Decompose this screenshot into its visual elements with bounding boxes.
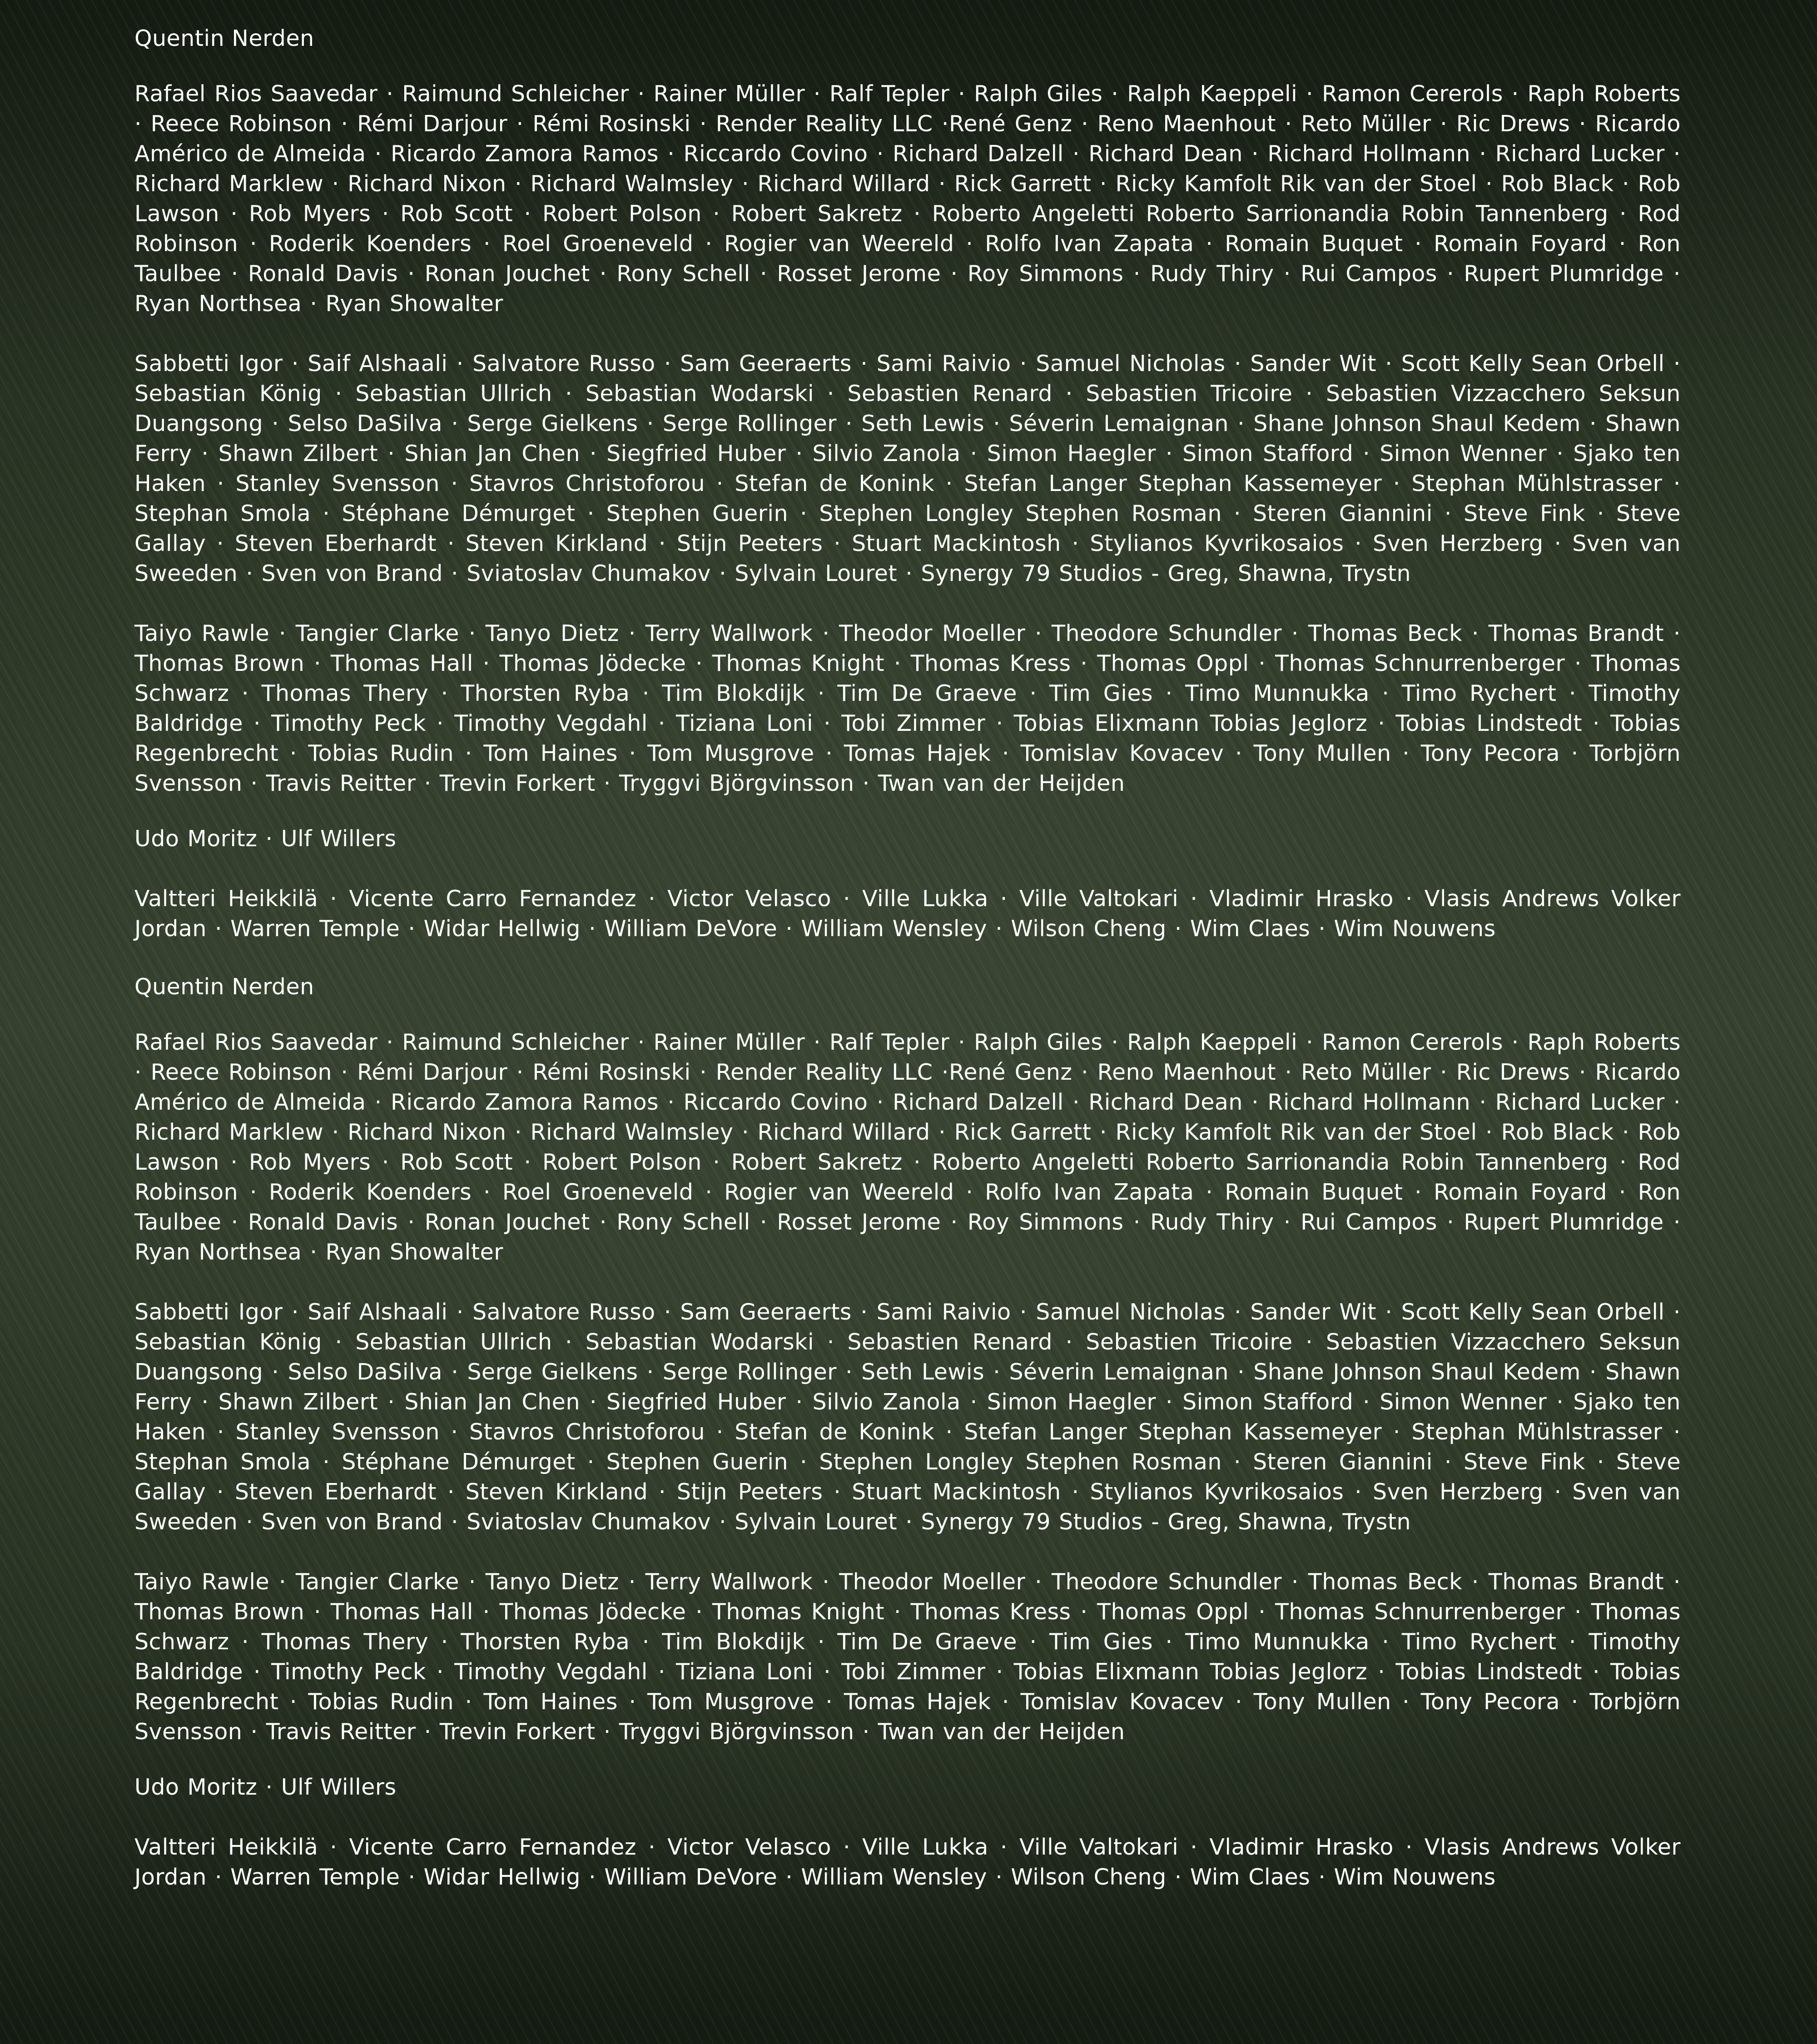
credits-section-s: Sabbetti Igor · Saif Alshaali · Salvatore Russo · Sam Geeraerts · Sami Raivio · Samuel Nicholas · Sander Wit · Scott Kelly Sean Orbell · Sebastian König · Sebastian Ullrich · Sebastian Wodarski · Sebastien Renard · Sebastien Tricoire · Sebastien Vizzacchero Seksun Duangsong · Selso DaSilva · Serge Gielkens · Serge Rollinger · Seth Lewis · Séverin Lemaignan · Shane Johnson Shaul Kedem · Shawn Ferry · Shawn Zilbert · Shian Jan Chen · Siegfried Huber · Silvio Zanola · Simon Haegler · Simon Stafford · Simon Wenner · Sjako ten Haken · Stanley Svensson · Stavros Christoforou · Stefan de Konink · Stefan Langer Stephan Kassemeyer · Stephan Mühlstrasser · Stephan Smola · Stéphane Démurget · Stephen Guerin · Stephen Longley Stephen Rosman · Steren Giannini · Steve Fink · Steve Gallay · Steven Eberhardt · Steven Kirkland · Stijn Peeters · Stuart Mackintosh · Stylianos Kyvrikosaios · Sven Herzberg · Sven van Sweeden · Sven von Brand · Sviatoslav Chumakov · Sylvain Louret · Synergy 79 Studios - Greg, Shawna, Trystn xyxy=(134,351,1681,586)
credits-section-u: Udo Moritz · Ulf Willers xyxy=(134,826,397,852)
credits-section-s: Sabbetti Igor · Saif Alshaali · Salvatore Russo · Sam Geeraerts · Sami Raivio · Samuel Nicholas · Sander Wit · Scott Kelly Sean Orbell · Sebastian König · Sebastian Ullrich · Sebastian Wodarski · Sebastien Renard · Sebastien Tricoire · Sebastien Vizzacchero Seksun Duangsong · Selso DaSilva · Serge Gielkens · Serge Rollinger · Seth Lewis · Séverin Lemaignan · Shane Johnson Shaul Kedem · Shawn Ferry · Shawn Zilbert · Shian Jan Chen · Siegfried Huber · Silvio Zanola · Simon Haegler · Simon Stafford · Simon Wenner · Sjako ten Haken · Stanley Svensson · Stavros Christoforou · Stefan de Konink · Stefan Langer Stephan Kassemeyer · Stephan Mühlstrasser · Stephan Smola · Stéphane Démurget · Stephen Guerin · Stephen Longley Stephen Rosman · Steren Giannini · Steve Fink · Steve Gallay · Steven Eberhardt · Steven Kirkland · Stijn Peeters · Stuart Mackintosh · Stylianos Kyvrikosaios · Sven Herzberg · Sven van Sweeden · Sven von Brand · Sviatoslav Chumakov · Sylvain Louret · Synergy 79 Studios - Greg, Shawna, Trystn xyxy=(134,1299,1681,1535)
credits-list xyxy=(134,0,1681,1892)
credits-heading: Quentin Nerden xyxy=(134,974,314,1000)
credits-block-second xyxy=(134,944,1681,1892)
credits-section-u: Udo Moritz · Ulf Willers xyxy=(134,1774,397,1800)
credits-heading: Quentin Nerden xyxy=(134,25,314,51)
credits-section-v-w: Valtteri Heikkilä · Vicente Carro Fernandez · Victor Velasco · Ville Lukka · Ville Valtokari · Vladimir Hrasko · Vlasis Andrews Volker Jordan · Warren Temple · Widar Hellwig · William DeVore · William Wensley · Wilson Cheng · Wim Claes · Wim Nouwens xyxy=(134,886,1681,942)
credits-section-t: Taiyo Rawle · Tangier Clarke · Tanyo Dietz · Terry Wallwork · Theodor Moeller · Theodore Schundler · Thomas Beck · Thomas Brandt · Thomas Brown · Thomas Hall · Thomas Jödecke · Thomas Knight · Thomas Kress · Thomas Oppl · Thomas Schnurrenberger · Thomas Schwarz · Thomas Thery · Thorsten Ryba · Tim Blokdijk · Tim De Graeve · Tim Gies · Timo Munnukka · Timo Rychert · Timothy Baldridge · Timothy Peck · Timothy Vegdahl · Tiziana Loni · Tobi Zimmer · Tobias Elixmann Tobias Jeglorz · Tobias Lindstedt · Tobias Regenbrecht · Tobias Rudin · Tom Haines · Tom Musgrove · Tomas Hajek · Tomislav Kovacev · Tony Mullen · Tony Pecora · Torbjörn Svensson · Travis Reitter · Trevin Forkert · Tryggvi Björgvinsson · Twan van der Heijden xyxy=(134,620,1681,796)
credits-block-first xyxy=(134,0,1681,944)
credits-section-v-w: Valtteri Heikkilä · Vicente Carro Fernandez · Victor Velasco · Ville Lukka · Ville Valtokari · Vladimir Hrasko · Vlasis Andrews Volker Jordan · Warren Temple · Widar Hellwig · William DeVore · William Wensley · Wilson Cheng · Wim Claes · Wim Nouwens xyxy=(134,1834,1681,1890)
credits-section-r: Rafael Rios Saavedar · Raimund Schleicher · Rainer Müller · Ralf Tepler · Ralph Giles · Ralph Kaeppeli · Ramon Cererols · Raph Roberts · Reece Robinson · Rémi Darjour · Rémi Rosinski · Render Reality LLC ·René Genz · Reno Maenhout · Reto Müller · Ric Drews · Ricardo Américo de Almeida · Ricardo Zamora Ramos · Riccardo Covino · Richard Dalzell · Richard Dean · Richard Hollmann · Richard Lucker · Richard Marklew · Richard Nixon · Richard Walmsley · Richard Willard · Rick Garrett · Ricky Kamfolt Rik van der Stoel · Rob Black · Rob Lawson · Rob Myers · Rob Scott · Robert Polson · Robert Sakretz · Roberto Angeletti Roberto Sarrionandia Robin Tannenberg · Rod Robinson · Roderik Koenders · Roel Groeneveld · Rogier van Weereld · Rolfo Ivan Zapata · Romain Buquet · Romain Foyard · Ron Taulbee · Ronald Davis · Ronan Jouchet · Rony Schell · Rosset Jerome · Roy Simmons · Rudy Thiry · Rui Campos · Rupert Plumridge · Ryan Northsea · Ryan Showalter xyxy=(134,1029,1681,1265)
credits-section-t: Taiyo Rawle · Tangier Clarke · Tanyo Dietz · Terry Wallwork · Theodor Moeller · Theodore Schundler · Thomas Beck · Thomas Brandt · Thomas Brown · Thomas Hall · Thomas Jödecke · Thomas Knight · Thomas Kress · Thomas Oppl · Thomas Schnurrenberger · Thomas Schwarz · Thomas Thery · Thorsten Ryba · Tim Blokdijk · Tim De Graeve · Tim Gies · Timo Munnukka · Timo Rychert · Timothy Baldridge · Timothy Peck · Timothy Vegdahl · Tiziana Loni · Tobi Zimmer · Tobias Elixmann Tobias Jeglorz · Tobias Lindstedt · Tobias Regenbrecht · Tobias Rudin · Tom Haines · Tom Musgrove · Tomas Hajek · Tomislav Kovacev · Tony Mullen · Tony Pecora · Torbjörn Svensson · Travis Reitter · Trevin Forkert · Tryggvi Björgvinsson · Twan van der Heijden xyxy=(134,1569,1681,1745)
credits-section-r: Rafael Rios Saavedar · Raimund Schleicher · Rainer Müller · Ralf Tepler · Ralph Giles · Ralph Kaeppeli · Ramon Cererols · Raph Roberts · Reece Robinson · Rémi Darjour · Rémi Rosinski · Render Reality LLC ·René Genz · Reno Maenhout · Reto Müller · Ric Drews · Ricardo Américo de Almeida · Ricardo Zamora Ramos · Riccardo Covino · Richard Dalzell · Richard Dean · Richard Hollmann · Richard Lucker · Richard Marklew · Richard Nixon · Richard Walmsley · Richard Willard · Rick Garrett · Ricky Kamfolt Rik van der Stoel · Rob Black · Rob Lawson · Rob Myers · Rob Scott · Robert Polson · Robert Sakretz · Roberto Angeletti Roberto Sarrionandia Robin Tannenberg · Rod Robinson · Roderik Koenders · Roel Groeneveld · Rogier van Weereld · Rolfo Ivan Zapata · Romain Buquet · Romain Foyard · Ron Taulbee · Ronald Davis · Ronan Jouchet · Rony Schell · Rosset Jerome · Roy Simmons · Rudy Thiry · Rui Campos · Rupert Plumridge · Ryan Northsea · Ryan Showalter xyxy=(134,81,1681,317)
